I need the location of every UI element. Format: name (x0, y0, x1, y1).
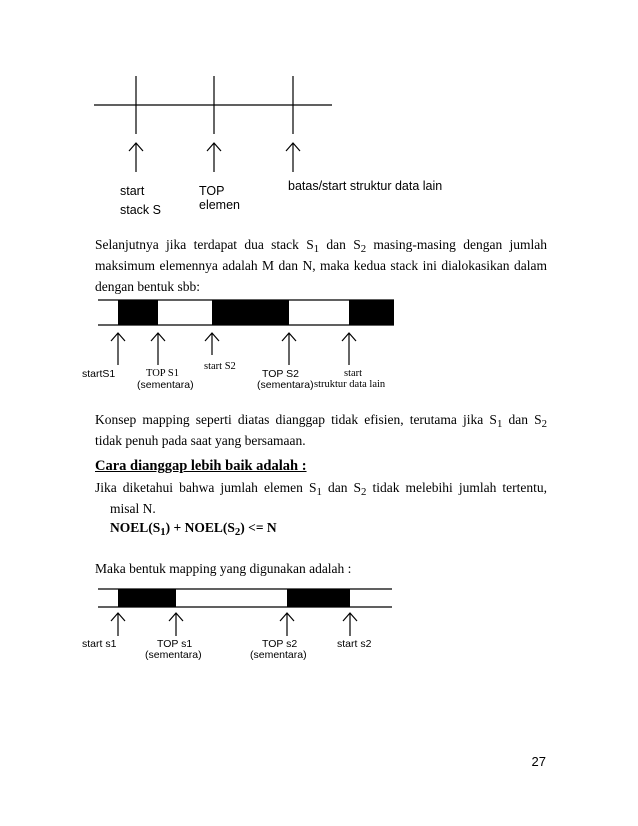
paragraph-1-line-1: Selanjutnya jika terdapat dua stack $S_1$ dan $S_2$ masing-masing dengan jumlah (95, 237, 547, 255)
label3-top-s2: TOP s2 (262, 638, 298, 650)
label-batas: batas/start struktur data lain (288, 179, 443, 193)
paragraph-1-line-3: dengan bentuk sbb: (95, 279, 200, 294)
paragraph-2-line-2: tidak penuh pada saat yang bersamaan. (95, 433, 306, 448)
label-top: TOP (199, 184, 225, 198)
paragraph-3-line-1: Jika diketahui bahwa jumlah elemen $S_1$ dan $S_2$ tidak melebihi jumlah tertentu, (95, 480, 548, 498)
label-start: start (344, 368, 363, 379)
arrow-start-s1-2 (111, 613, 125, 636)
label3-start-s2: start s2 (337, 638, 372, 650)
label-stack-s: stack S (120, 203, 161, 217)
arrow-top-s2-2 (280, 613, 294, 636)
label-start-s2: start S2 (204, 361, 236, 372)
block-s1 (118, 589, 176, 607)
paragraph-2-line-1: Konsep mapping seperti diatas dianggap tidak efisien, terutama jika $S_1$ dan $S_2$ (95, 412, 548, 430)
block-s2 (287, 589, 350, 607)
paragraph-1-line-2: maksimum elemennya adalah M dan N, maka kedua stack ini dialokasikan dalam (95, 258, 547, 273)
label-start-s1: startS1 (82, 368, 116, 380)
label-elemen: elemen (199, 198, 240, 212)
label3-sementara-1: (sementara) (145, 649, 202, 661)
arrow-start-s2-2 (343, 613, 357, 636)
label-sementara-2: (sementara) (257, 379, 314, 391)
paragraph-3-line-2: misal N. (110, 501, 156, 516)
formula: $NOEL(S_1)$ + $NOEL(S_2) <= N$ (110, 520, 277, 538)
label-sementara-1: (sementara) (137, 379, 194, 391)
label3-top-s1: TOP s1 (157, 638, 193, 650)
paragraph-4: Maka bentuk mapping yang digunakan adalah : (95, 561, 352, 576)
label-start: start (120, 184, 145, 198)
label3-sementara-2: (sementara) (250, 649, 307, 661)
page-number: 27 (531, 754, 546, 769)
label-top-s1: TOP S1 (146, 368, 179, 379)
arrow-top-s1-2 (169, 613, 183, 636)
label-top-s2: TOP S2 (262, 368, 299, 380)
section-heading: Cara dianggap lebih baik adalah : (95, 458, 307, 474)
label-struktur-data-lain: struktur data lain (314, 379, 386, 390)
label3-start-s1: start s1 (82, 638, 117, 650)
